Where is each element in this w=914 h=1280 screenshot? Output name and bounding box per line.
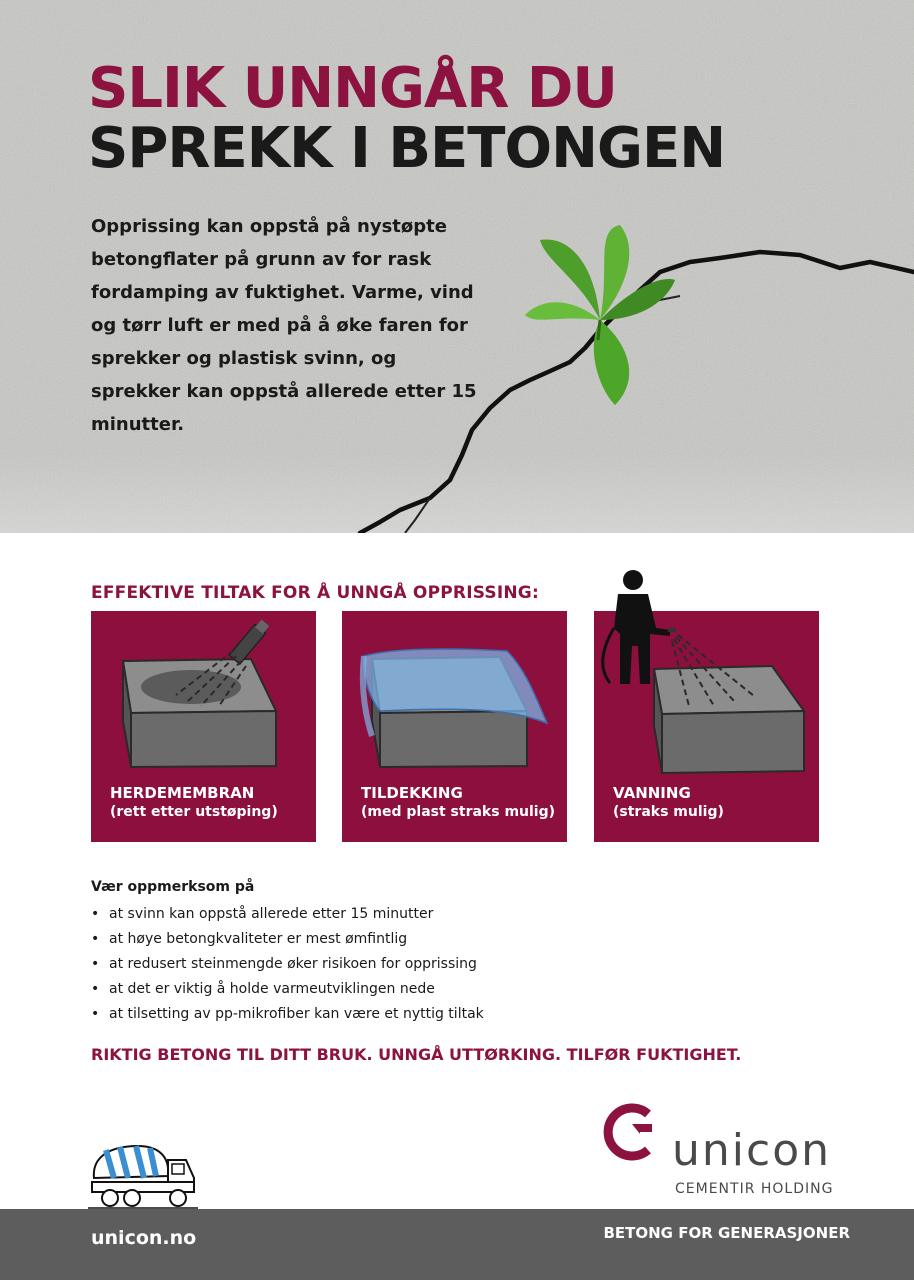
unicon-logo-icon xyxy=(600,1100,664,1164)
list-item: • at det er viktig å holde varmeutviklingen nede xyxy=(91,977,484,1002)
title-line-2: SPREKK I BETONGEN xyxy=(88,116,726,181)
bullet-icon: • xyxy=(91,956,100,972)
bullet-icon: • xyxy=(91,931,100,947)
list-item: • at tilsetting av pp-mikrofiber kan være et nyttig tiltak xyxy=(91,1002,484,1027)
list-item: • at høye betongkvaliteter er mest ømfintlig xyxy=(91,927,484,952)
panel-label-tildekking: TILDEKKING xyxy=(361,784,463,802)
title-line-1: SLIK UNNGÅR DU xyxy=(88,56,617,121)
awareness-list xyxy=(91,902,484,1027)
list-item: • at redusert steinmengde øker risikoen for opprissing xyxy=(91,952,484,977)
awareness-heading: Vær oppmerksom på xyxy=(91,879,255,895)
measures-heading: EFFEKTIVE TILTAK FOR Å UNNGÅ OPPRISSING: xyxy=(91,583,539,603)
bullet-icon: • xyxy=(91,1006,100,1022)
panel-sub-herdemembran: (rett etter utstøping) xyxy=(110,804,278,820)
footer-url-link[interactable]: unicon.no xyxy=(91,1227,197,1249)
panel-tildekking xyxy=(342,611,567,842)
logo-subtitle: CEMENTIR HOLDING xyxy=(675,1181,834,1197)
list-item: • at svinn kan oppstå allerede etter 15 minutter xyxy=(91,902,484,927)
bullet-icon: • xyxy=(91,981,100,997)
logo-wordmark: unicon xyxy=(672,1125,831,1176)
panel-label-herdemembran: HERDEMEMBRAN xyxy=(110,784,255,802)
panel-label-vanning: VANNING xyxy=(613,784,691,802)
footer-bar xyxy=(0,1209,914,1280)
slogan: RIKTIG BETONG TIL DITT BRUK. UNNGÅ UTTØRKING. TILFØR FUKTIGHET. xyxy=(91,1045,742,1064)
panel-herdemembran xyxy=(91,611,316,842)
person-with-hose-icon xyxy=(600,568,680,688)
panel-sub-vanning: (straks mulig) xyxy=(613,804,724,820)
hero-section xyxy=(0,0,914,533)
concrete-mixer-truck-icon xyxy=(88,1138,198,1210)
footer-tagline: BETONG FOR GENERASJONER xyxy=(603,1224,850,1242)
panel-sub-tildekking: (med plast straks mulig) xyxy=(361,804,556,820)
intro-paragraph: Opprissing kan oppstå på nystøpte betongflater på grunn av for rask fordamping av fuktighet. Varme, vind og tørr luft er med på å øke faren for sprekker og plastisk svinn, og sprekker kan oppstå allerede etter 15 minutter. xyxy=(91,216,477,435)
bullet-icon: • xyxy=(91,906,100,922)
